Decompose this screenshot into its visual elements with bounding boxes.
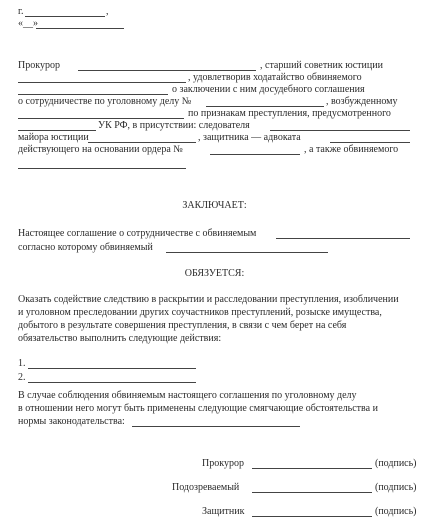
section-title-concludes: ЗАКЛЮЧАЕТ:	[182, 200, 247, 211]
agreement-line-2: согласно которому обвиняемый	[18, 242, 153, 253]
intro-uk-presence: УК РФ, в присутствии: следователя	[98, 120, 250, 131]
accused-name-line	[18, 94, 168, 95]
signature-suspect-label: Подозреваемый	[172, 482, 240, 493]
obligation-paragraph-1: Оказать содействие следствию в раскрытии и расследовании преступления, изобличении	[18, 294, 399, 305]
signature-suspect-line	[252, 492, 372, 493]
investigator-line	[270, 130, 410, 131]
list-item-2-line	[28, 382, 196, 383]
date-underline	[36, 28, 124, 29]
intro-initiated: , возбужденному	[326, 96, 398, 107]
signature-prokuror-sign: (подпись)	[375, 458, 417, 469]
intro-cooperation: о сотрудничестве по уголовному делу №	[18, 96, 192, 107]
intro-satisfied: , удовлетворив ходатайство обвиняемого	[188, 72, 362, 83]
agreement-accused-line	[276, 238, 410, 239]
city-prefix: г.	[18, 6, 24, 17]
prokuror-name-line-2	[18, 82, 186, 83]
city-underline	[25, 16, 105, 17]
date-prefix: «__»	[18, 18, 38, 29]
signature-prokuror-line	[252, 468, 372, 469]
section-title-obliges: ОБЯЗУЕТСЯ:	[184, 268, 245, 279]
agreement-line-1: Настоящее соглашение о сотрудничестве с обвиняемым	[18, 228, 257, 239]
intro-prokuror: Прокурор	[18, 60, 60, 71]
major-name-line	[88, 142, 196, 143]
list-item-2-number: 2.	[18, 372, 26, 383]
intro-also: , а также обвиняемого	[304, 144, 399, 155]
intro-defender: , защитника — адвоката	[198, 132, 301, 143]
intro-conclusion: о заключении с ним досудебного соглашения	[172, 84, 365, 95]
list-item-1-number: 1.	[18, 358, 26, 369]
mitigation-paragraph-3: нормы законодательства:	[18, 416, 125, 427]
article-line	[18, 130, 96, 131]
prokuror-name-line	[78, 70, 256, 71]
mitigation-paragraph-1: В случае соблюдения обвиняемым настоящего соглашения по уголовному делу	[18, 390, 357, 401]
mitigation-paragraph-2: в отношении него могут быть применены следующие смягчающие обстоятельства и	[18, 403, 378, 414]
signature-defender-line	[252, 516, 372, 517]
mitigation-line	[132, 426, 300, 427]
signature-prokuror-label: Прокурор	[202, 458, 244, 469]
obligation-paragraph-4: обязательство выполнить следующие действия:	[18, 333, 222, 344]
case-number-line	[206, 106, 324, 107]
intro-major: майора юстиции	[18, 132, 89, 143]
intro-acting: действующего на основании ордера №	[18, 144, 183, 155]
obligation-paragraph-2: и уголовном преследовании других соучастников преступлений, розыске имущества,	[18, 307, 382, 318]
warrant-number-line	[210, 154, 300, 155]
signature-defender-label: Защитник	[202, 506, 245, 517]
intro-by-signs: по признакам преступления, предусмотренного	[188, 108, 391, 119]
signature-defender-sign: (подпись)	[375, 506, 417, 517]
city-suffix: ,	[106, 6, 109, 17]
agreement-obligation-line	[166, 252, 328, 253]
intro-senior: , старший советник юстиции	[260, 60, 383, 71]
lawyer-name-line	[330, 142, 410, 143]
obligation-paragraph-3: добытого в результате совершения преступления, в связи с чем берет на себя	[18, 320, 347, 331]
signature-suspect-sign: (подпись)	[375, 482, 417, 493]
accused-final-line	[18, 168, 186, 169]
initiated-by-line	[18, 118, 184, 119]
list-item-1-line	[28, 368, 196, 369]
